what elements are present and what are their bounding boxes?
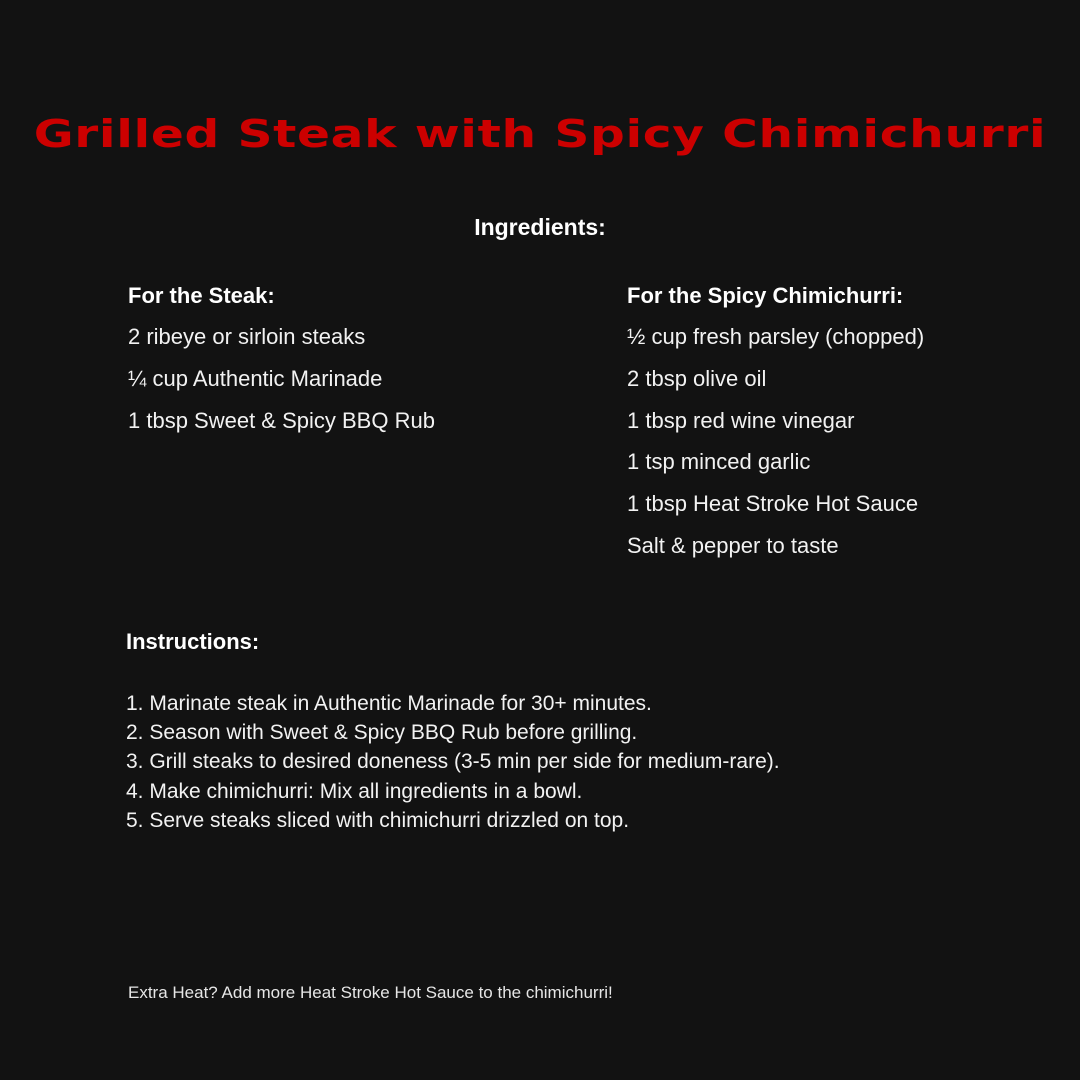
ingredient-item: ¼ cup Authentic Marinade bbox=[128, 365, 383, 391]
recipe-title: Grilled Steak with Spicy Chimichurri bbox=[33, 112, 1047, 156]
chimichurri-ingredient-list bbox=[627, 322, 1047, 573]
instructions-heading: Instructions: bbox=[126, 629, 260, 654]
instruction-step: 1. Marinate steak in Authentic Marinade for 30+ minutes. bbox=[126, 692, 652, 715]
ingredient-item: 1 tbsp Heat Stroke Hot Sauce bbox=[627, 491, 919, 517]
instruction-step: 5. Serve steaks sliced with chimichurri drizzled on top. bbox=[126, 808, 630, 832]
ingredient-item: 2 tbsp olive oil bbox=[627, 365, 767, 391]
instruction-step: 4. Make chimichurri: Mix all ingredients in a bowl. bbox=[126, 779, 583, 803]
instruction-step: 3. Grill steaks to desired doneness (3-5 min per side for medium-rare). bbox=[126, 750, 780, 774]
ingredients-heading: Ingredients: bbox=[474, 214, 606, 240]
ingredient-item: 2 ribeye or sirloin steaks bbox=[128, 324, 366, 349]
ingredient-item: ½ cup fresh parsley (chopped) bbox=[627, 324, 925, 349]
chimichurri-heading: For the Spicy Chimichurri: bbox=[627, 283, 904, 308]
instruction-step: 2. Season with Sweet & Spicy BBQ Rub before grilling. bbox=[126, 721, 638, 745]
ingredient-item: 1 tbsp Sweet & Spicy BBQ Rub bbox=[128, 407, 435, 433]
steak-heading: For the Steak: bbox=[128, 283, 275, 308]
instructions-list bbox=[126, 689, 780, 835]
footer-tip: Extra Heat? Add more Heat Stroke Hot Sauce to the chimichurri! bbox=[128, 983, 613, 1002]
chimichurri-ingredients bbox=[627, 281, 1047, 573]
steak-ingredients bbox=[128, 281, 578, 447]
ingredient-item: 1 tbsp red wine vinegar bbox=[627, 407, 855, 433]
ingredient-item: Salt & pepper to taste bbox=[627, 532, 839, 558]
steak-ingredient-list bbox=[128, 322, 578, 447]
ingredient-item: 1 tsp minced garlic bbox=[627, 449, 811, 475]
